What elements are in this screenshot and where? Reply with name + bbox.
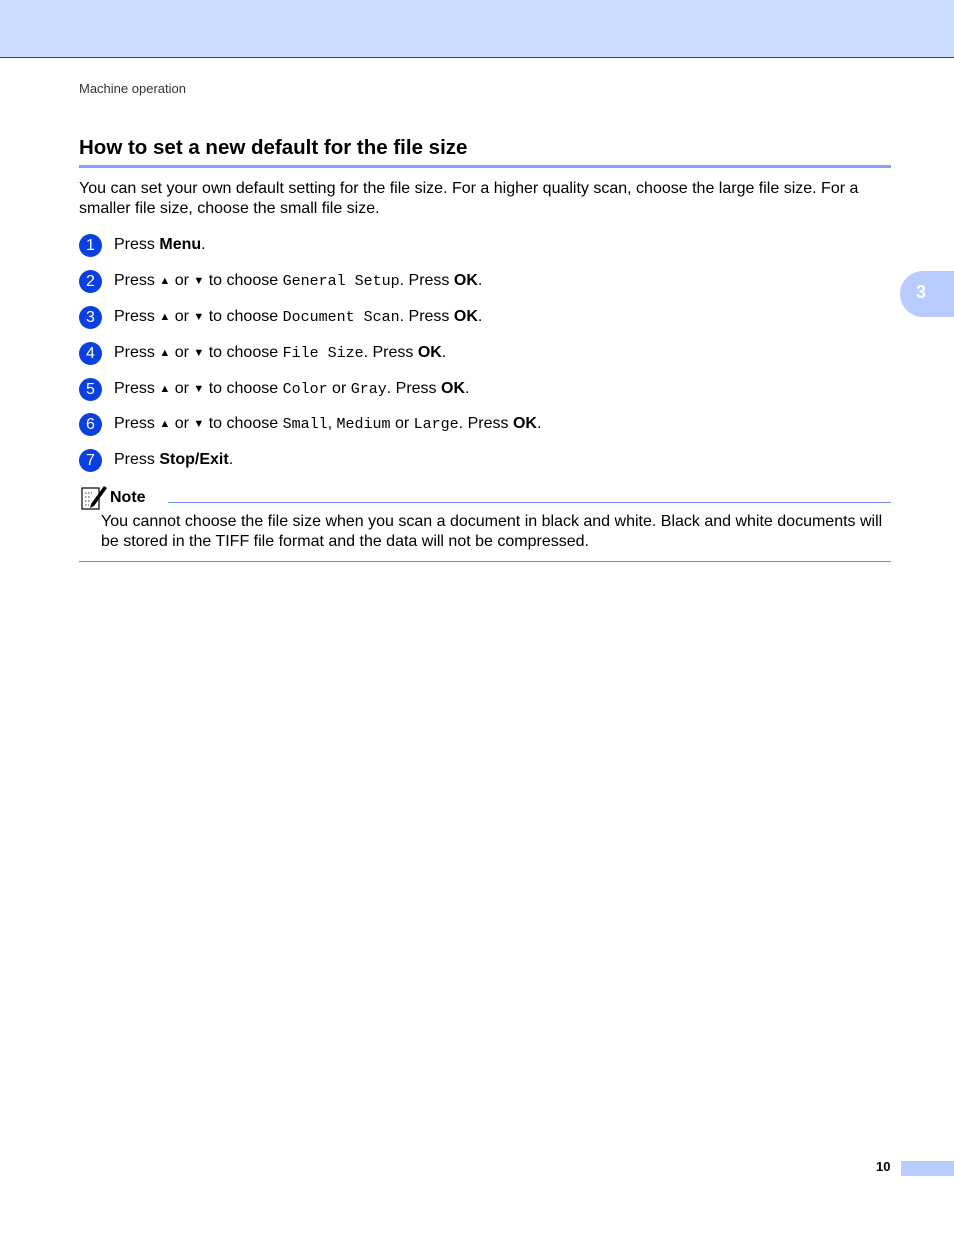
up-arrow-icon: ▲	[159, 311, 171, 323]
note-label: Note	[110, 489, 146, 506]
menu-option: General Setup	[282, 273, 400, 290]
up-arrow-icon: ▲	[159, 383, 171, 395]
step-number-badge: 6	[79, 413, 102, 436]
key-name: OK	[453, 308, 478, 325]
menu-option: Small	[282, 416, 328, 433]
menu-option: File Size	[282, 345, 364, 362]
page-header-band	[0, 0, 954, 58]
step-number-badge: 3	[79, 306, 102, 329]
step-6	[79, 412, 891, 436]
down-arrow-icon: ▼	[193, 275, 205, 287]
key-name: OK	[441, 380, 466, 397]
step-2	[79, 269, 891, 293]
step-text: Press Menu.	[114, 236, 206, 253]
step-number-badge: 7	[79, 449, 102, 472]
chapter-number: 3	[916, 282, 927, 302]
step-text: Press ▲ or ▼ to choose Color or Gray. Press OK.	[114, 380, 470, 398]
note-divider-bottom	[79, 561, 891, 562]
step-4	[79, 341, 891, 365]
key-name: Stop/Exit	[159, 451, 229, 468]
step-text: Press ▲ or ▼ to choose Small, Medium or Large. Press OK.	[114, 415, 542, 433]
page-number: 10	[876, 1159, 891, 1174]
key-name: Menu	[159, 236, 202, 253]
chapter-tab	[900, 271, 954, 317]
menu-option: Gray	[350, 381, 387, 398]
running-head: Machine operation	[79, 81, 186, 96]
step-3	[79, 305, 891, 329]
menu-option: Document Scan	[282, 309, 400, 326]
step-text: Press Stop/Exit.	[114, 451, 234, 468]
step-number-badge: 2	[79, 270, 102, 293]
up-arrow-icon: ▲	[159, 347, 171, 359]
note-text: You cannot choose the file size when you scan a document in black and white. Black and white documents will be stored in the TIFF file format and the data will not be compressed.	[101, 513, 883, 550]
page-number-tab	[901, 1161, 954, 1176]
down-arrow-icon: ▼	[193, 347, 205, 359]
menu-option: Large	[413, 416, 459, 433]
key-name: OK	[512, 415, 537, 432]
key-name: OK	[417, 344, 442, 361]
step-5	[79, 377, 891, 401]
down-arrow-icon: ▼	[193, 418, 205, 430]
step-7	[79, 448, 891, 472]
intro-paragraph: You can set your own default setting for the file size. For a higher quality scan, choose the large file size. For a smaller file size, choose the small file size.	[79, 180, 859, 217]
step-1	[79, 233, 891, 257]
menu-option: Medium	[336, 416, 391, 433]
down-arrow-icon: ▼	[193, 383, 205, 395]
key-name: OK	[453, 272, 478, 289]
menu-option: Color	[282, 381, 328, 398]
section-title: How to set a new default for the file size	[79, 136, 891, 168]
step-text: Press ▲ or ▼ to choose Document Scan. Press OK.	[114, 308, 483, 326]
up-arrow-icon: ▲	[159, 275, 171, 287]
step-number-badge: 1	[79, 234, 102, 257]
step-text: Press ▲ or ▼ to choose General Setup. Press OK.	[114, 272, 483, 290]
step-text: Press ▲ or ▼ to choose File Size. Press OK.	[114, 344, 447, 362]
up-arrow-icon: ▲	[159, 418, 171, 430]
step-number-badge: 5	[79, 378, 102, 401]
down-arrow-icon: ▼	[193, 311, 205, 323]
note-divider-top	[168, 502, 891, 503]
step-number-badge: 4	[79, 342, 102, 365]
note-pencil-icon	[80, 483, 108, 511]
